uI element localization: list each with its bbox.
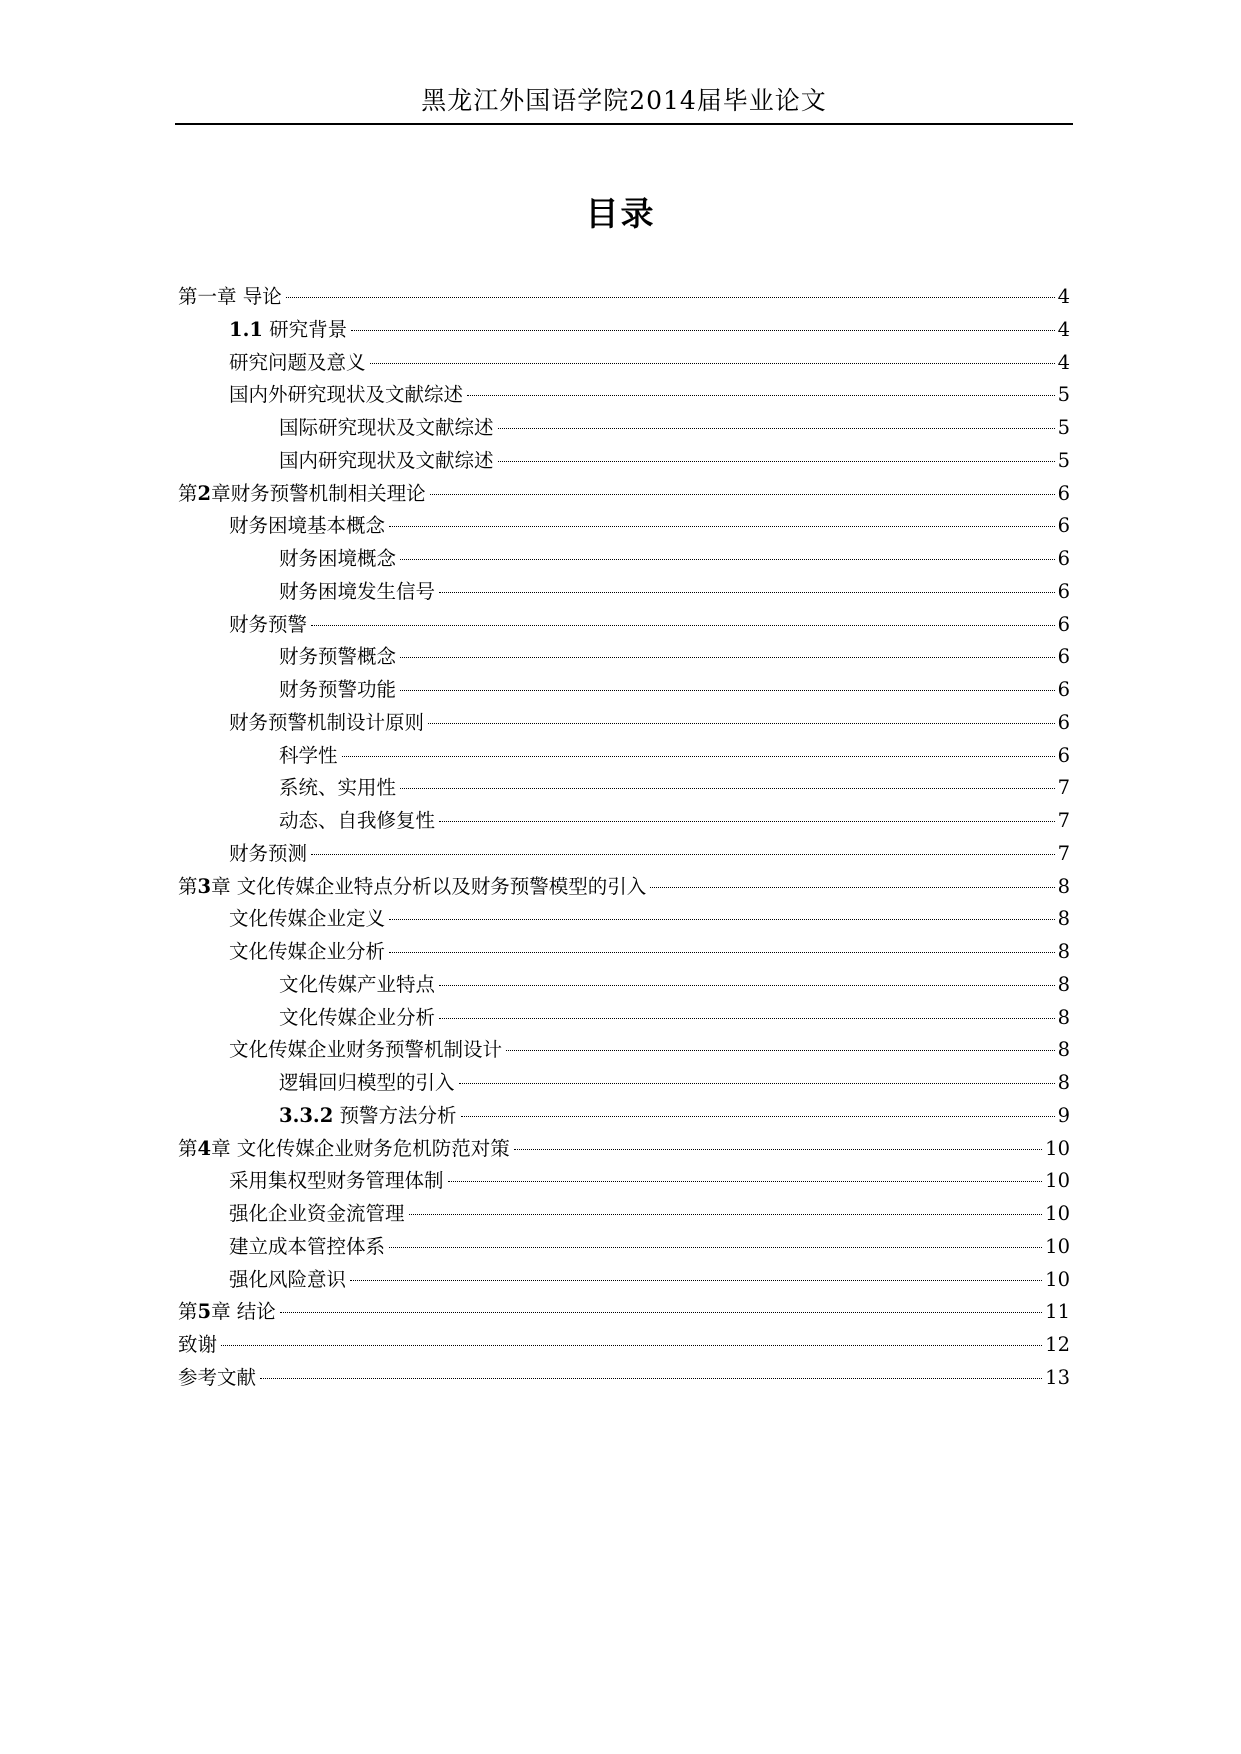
toc-dot-leader xyxy=(280,1312,1042,1313)
toc-entry-page-number: 10 xyxy=(1045,1136,1070,1160)
toc-entry-label: 建立成本管控体系 xyxy=(229,1234,386,1258)
toc-dot-leader xyxy=(428,723,1055,724)
toc-entry-label: 财务困境基本概念 xyxy=(229,514,386,538)
toc-dot-leader xyxy=(439,985,1055,986)
toc-dot-leader xyxy=(459,1083,1055,1084)
toc-entry[interactable] xyxy=(178,1264,1070,1297)
toc-entry[interactable] xyxy=(178,740,1070,773)
toc-dot-leader xyxy=(650,887,1054,888)
toc-entry-page-number: 6 xyxy=(1057,678,1070,701)
toc-entry-page-number: 8 xyxy=(1057,907,1070,931)
toc-entry-label: 国际研究现状及文献综述 xyxy=(279,416,494,439)
toc-entry-label: 财务预警 xyxy=(229,612,308,636)
toc-entry[interactable] xyxy=(178,903,1070,936)
toc-entry-page-number: 11 xyxy=(1045,1300,1070,1324)
toc-entry-page-number: 6 xyxy=(1057,547,1070,570)
toc-entry-label: 第2章财务预警机制相关理论 xyxy=(178,481,426,505)
toc-dot-leader xyxy=(430,494,1055,495)
toc-entry[interactable] xyxy=(178,1231,1070,1264)
toc-entry[interactable] xyxy=(178,641,1070,674)
toc-entry-label: 第5章 结论 xyxy=(178,1300,276,1324)
toc-entry[interactable] xyxy=(178,1362,1070,1395)
toc-entry-label: 系统、实用性 xyxy=(279,776,397,800)
page-header: 黑龙江外国语学院2014届毕业论文 xyxy=(421,86,827,115)
toc-entry[interactable] xyxy=(178,871,1070,904)
toc-dot-leader xyxy=(389,919,1055,920)
toc-entry-label: 文化传媒企业分析 xyxy=(279,1005,436,1029)
toc-dot-leader xyxy=(400,657,1055,658)
toc-dot-leader xyxy=(400,788,1055,789)
toc-entry-label: 3.3.2 预警方法分析 xyxy=(279,1103,457,1127)
toc-dot-leader xyxy=(389,526,1055,527)
toc-dot-leader xyxy=(260,1378,1042,1379)
toc-entry-page-number: 13 xyxy=(1045,1365,1070,1389)
toc-entry[interactable] xyxy=(178,347,1070,380)
toc-entry[interactable] xyxy=(178,707,1070,740)
toc-dot-leader xyxy=(286,297,1055,298)
table-of-contents xyxy=(178,281,1070,1395)
toc-entry[interactable] xyxy=(178,674,1070,707)
toc-entry-page-number: 5 xyxy=(1057,416,1070,439)
toc-entry-page-number: 6 xyxy=(1057,481,1070,505)
toc-entry-label: 国内外研究现状及文献综述 xyxy=(229,383,464,407)
toc-entry[interactable] xyxy=(178,1198,1070,1231)
toc-entry-page-number: 12 xyxy=(1045,1333,1070,1356)
toc-entry-label: 采用集权型财务管理体制 xyxy=(229,1169,444,1193)
toc-dot-leader xyxy=(311,854,1055,855)
toc-dot-leader xyxy=(350,1280,1042,1281)
toc-entry-label: 财务困境发生信号 xyxy=(279,579,436,603)
toc-entry-page-number: 8 xyxy=(1057,972,1070,996)
toc-entry-page-number: 7 xyxy=(1057,776,1070,800)
toc-entry[interactable] xyxy=(178,412,1070,445)
toc-entry-page-number: 10 xyxy=(1045,1267,1070,1291)
toc-entry[interactable] xyxy=(178,314,1070,347)
toc-entry[interactable] xyxy=(178,1034,1070,1067)
toc-entry-page-number: 10 xyxy=(1045,1169,1070,1193)
toc-entry-label: 文化传媒产业特点 xyxy=(279,972,436,996)
toc-entry-page-number: 6 xyxy=(1057,710,1070,734)
toc-entry[interactable] xyxy=(178,1329,1070,1362)
toc-dot-leader xyxy=(514,1149,1042,1150)
toc-entry-label: 参考文献 xyxy=(178,1365,257,1389)
toc-entry-label: 逻辑回归模型的引入 xyxy=(279,1071,455,1094)
toc-dot-leader xyxy=(439,821,1055,822)
toc-dot-leader xyxy=(351,330,1054,331)
toc-entry-label: 研究问题及意义 xyxy=(229,350,366,374)
toc-entry-label: 第一章 导论 xyxy=(178,285,282,308)
toc-entry-page-number: 10 xyxy=(1045,1234,1070,1258)
toc-dot-leader xyxy=(370,363,1055,364)
toc-dot-leader xyxy=(461,1116,1055,1117)
toc-entry[interactable] xyxy=(178,772,1070,805)
toc-entry-label: 文化传媒企业定义 xyxy=(229,907,386,931)
toc-entry[interactable] xyxy=(178,838,1070,871)
toc-entry-label: 国内研究现状及文献综述 xyxy=(279,448,494,472)
toc-entry-page-number: 10 xyxy=(1045,1202,1070,1225)
toc-entry-page-number: 6 xyxy=(1057,579,1070,603)
toc-entry[interactable] xyxy=(178,510,1070,543)
toc-entry-page-number: 4 xyxy=(1057,350,1070,374)
toc-entry[interactable] xyxy=(178,281,1070,314)
toc-entry[interactable] xyxy=(178,576,1070,609)
toc-entry-page-number: 8 xyxy=(1057,1071,1070,1094)
toc-dot-leader xyxy=(311,625,1055,626)
toc-entry-page-number: 6 xyxy=(1057,514,1070,538)
toc-entry-page-number: 5 xyxy=(1057,448,1070,472)
toc-entry[interactable] xyxy=(178,1002,1070,1035)
toc-entry-label: 财务预警机制设计原则 xyxy=(229,710,425,734)
toc-entry[interactable] xyxy=(178,805,1070,838)
toc-entry-label: 第4章 文化传媒企业财务危机防范对策 xyxy=(178,1136,510,1160)
toc-entry-label: 财务预测 xyxy=(229,841,308,865)
toc-dot-leader xyxy=(221,1345,1042,1346)
toc-entry[interactable] xyxy=(178,1165,1070,1198)
toc-dot-leader xyxy=(506,1050,1055,1051)
toc-entry-label: 致谢 xyxy=(178,1333,218,1356)
toc-entry-label: 动态、自我修复性 xyxy=(279,809,436,832)
toc-entry-page-number: 5 xyxy=(1057,383,1070,407)
toc-dot-leader xyxy=(448,1181,1043,1182)
toc-dot-leader xyxy=(400,690,1055,691)
toc-entry[interactable] xyxy=(178,1133,1070,1166)
toc-entry-page-number: 4 xyxy=(1057,317,1070,341)
toc-entry-page-number: 7 xyxy=(1057,841,1070,865)
toc-entry-page-number: 9 xyxy=(1057,1103,1070,1127)
header-rule xyxy=(175,123,1073,125)
toc-entry[interactable] xyxy=(178,609,1070,642)
toc-dot-leader xyxy=(467,395,1055,396)
toc-entry-label: 文化传媒企业财务预警机制设计 xyxy=(229,1038,503,1062)
toc-entry-label: 财务预警功能 xyxy=(279,678,397,701)
toc-dot-leader xyxy=(409,1214,1043,1215)
toc-entry-label: 强化风险意识 xyxy=(229,1267,347,1291)
toc-entry-page-number: 6 xyxy=(1057,743,1070,767)
toc-title: 目录 xyxy=(585,194,656,233)
toc-entry-page-number: 6 xyxy=(1057,645,1070,669)
toc-dot-leader xyxy=(342,756,1055,757)
toc-entry-label: 第3章 文化传媒企业特点分析以及财务预警模型的引入 xyxy=(178,874,647,898)
toc-entry-page-number: 6 xyxy=(1057,612,1070,636)
toc-dot-leader xyxy=(439,592,1055,593)
toc-entry[interactable] xyxy=(178,379,1070,412)
toc-entry-page-number: 8 xyxy=(1057,874,1070,898)
toc-entry[interactable] xyxy=(178,1100,1070,1133)
toc-entry-label: 财务困境概念 xyxy=(279,547,397,570)
toc-entry-page-number: 8 xyxy=(1057,1038,1070,1062)
toc-entry[interactable] xyxy=(178,1296,1070,1329)
toc-entry-page-number: 7 xyxy=(1057,809,1070,832)
toc-entry-page-number: 8 xyxy=(1057,1005,1070,1029)
toc-dot-leader xyxy=(498,428,1055,429)
toc-entry[interactable] xyxy=(178,1067,1070,1100)
toc-entry[interactable] xyxy=(178,543,1070,576)
toc-entry-page-number: 8 xyxy=(1057,940,1070,963)
toc-entry-label: 1.1 研究背景 xyxy=(229,317,348,341)
toc-entry-label: 文化传媒企业分析 xyxy=(229,940,386,963)
toc-entry[interactable] xyxy=(178,936,1070,969)
toc-entry-label: 强化企业资金流管理 xyxy=(229,1202,405,1225)
toc-entry[interactable] xyxy=(178,969,1070,1002)
toc-dot-leader xyxy=(498,461,1055,462)
toc-dot-leader xyxy=(439,1018,1055,1019)
toc-dot-leader xyxy=(389,952,1055,953)
toc-entry[interactable] xyxy=(178,478,1070,511)
toc-dot-leader xyxy=(389,1247,1042,1248)
toc-entry-label: 财务预警概念 xyxy=(279,645,397,669)
toc-entry[interactable] xyxy=(178,445,1070,478)
toc-entry-page-number: 4 xyxy=(1057,285,1070,308)
toc-entry-label: 科学性 xyxy=(279,743,338,767)
toc-dot-leader xyxy=(400,559,1055,560)
